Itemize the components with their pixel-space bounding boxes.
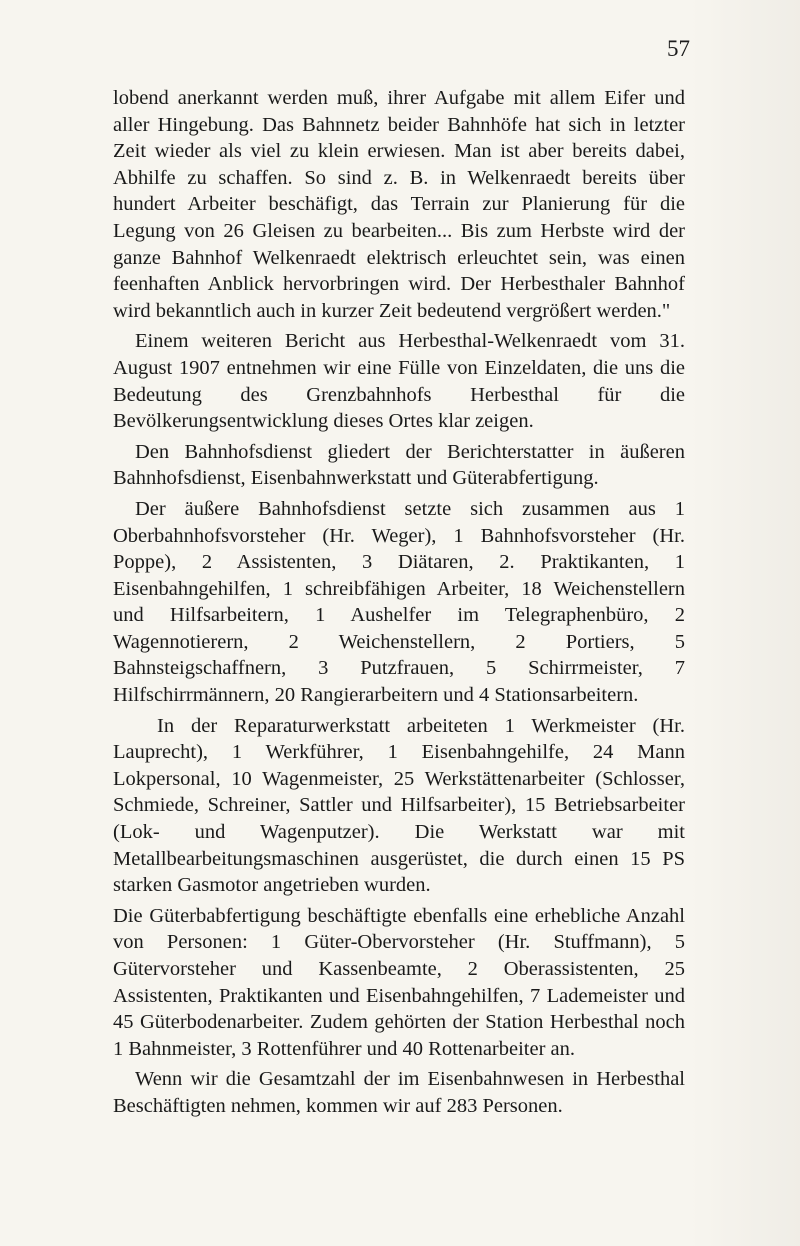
paragraph-repair-workshop: In der Reparaturwerkstatt arbeiteten 1 Werkmeister (Hr. Lauprecht), 1 Werkführer, 1 Eisenbahngehilfe, 24 Mann Lokpersonal, 10 Wagenmeister, 25 Werkstättenarbeiter (Schlosser, Schmiede, Schreiner, Sattler und Hilfsarbeiter), 15 Betriebsarbeiter (Lok- und Wagenputzer). Die Werkstatt war mit Metallbearbeitungsmaschinen ausgerüstet, die durch einen 15 PS starken Gasmotor angetrieben wurden. [113, 714, 685, 897]
show-through-shadow [690, 0, 800, 1246]
paragraph-report-1907: Einem weiteren Bericht aus Herbesthal-Welkenraedt vom 31. August 1907 entnehmen wir eine Fülle von Einzeldaten, die uns die Bedeutung des Grenzbahnhofs Herbesthal für die Bevölkerungsentwicklung dieses Ortes klar zeigen. [113, 330, 685, 433]
paragraph-goods-handling: Die Güterbabfertigung beschäftigte ebenfalls eine erhebliche Anzahl von Personen: 1 Güter-Obervorsteher (Hr. Stuffmann), 5 Gütervorsteher und Kassenbeamte, 2 Oberassistenten, 25 Assistenten, Praktikanten und Eisenbahngehilfen, 7 Lademeister und 45 Güterbodenarbeiter. Zudem gehörten der Station Herbesthal noch 1 Bahnmeister, 3 Rottenführer und 40 Rottenarbeiter an. [113, 904, 685, 1060]
paragraph-quote-continuation: lobend anerkannt werden muß, ihrer Aufgabe mit allem Eifer und aller Hingebung. Das Bahnnetz beider Bahnhöfe hat sich in letzter Zeit wieder als viel zu klein erwiesen. Man ist aber bereits dabei, Abhilfe zu schaffen. So sind z. B. in Welkenraedt bereits über hundert Arbeiter beschäfigt, das Terrain zur Planierung für die Legung von 26 Gleisen zu bearbeiten... Bis zum Herbste wird der ganze Bahnhof Welkenraedt elektrisch erleuchtet sein, was einen feenhaften Anblick hervorbringen wird. Der Herbesthaler Bahnhof wird bekanntlich auch in kurzer Zeit bedeutend vergrößert werden." [113, 87, 685, 322]
page-number: 57 [667, 36, 690, 61]
body-text [113, 85, 685, 1124]
paragraph-service-division: Den Bahnhofsdienst gliedert der Berichterstatter in äußeren Bahnhofsdienst, Eisenbahnwerkstatt und Güterabfertigung. [113, 440, 685, 490]
paragraph-total: Wenn wir die Gesamtzahl der im Eisenbahnwesen in Herbesthal Beschäftigten nehmen, kommen wir auf 283 Personen. [113, 1068, 685, 1117]
paragraph-outer-service: Der äußere Bahnhofsdienst setzte sich zusammen aus 1 Oberbahnhofsvorsteher (Hr. Weger), 1 Bahnhofsvorsteher (Hr. Poppe), 2 Assistenten, 3 Diätaren, 2. Praktikanten, 1 Eisenbahngehilfen, 1 schreibfähigen Arbeiter, 18 Weichenstellern und Hilfsarbeitern, 1 Aushelfer im Telegraphenbüro, 2 Wagennotierern, 2 Weichenstellern, 2 Portiers, 5 Bahnsteigschaffnern, 3 Putzfrauen, 5 Schirrmeister, 7 Hilfschirrmännern, 20 Rangierarbeitern und 4 Stationsarbeitern. [113, 497, 685, 707]
